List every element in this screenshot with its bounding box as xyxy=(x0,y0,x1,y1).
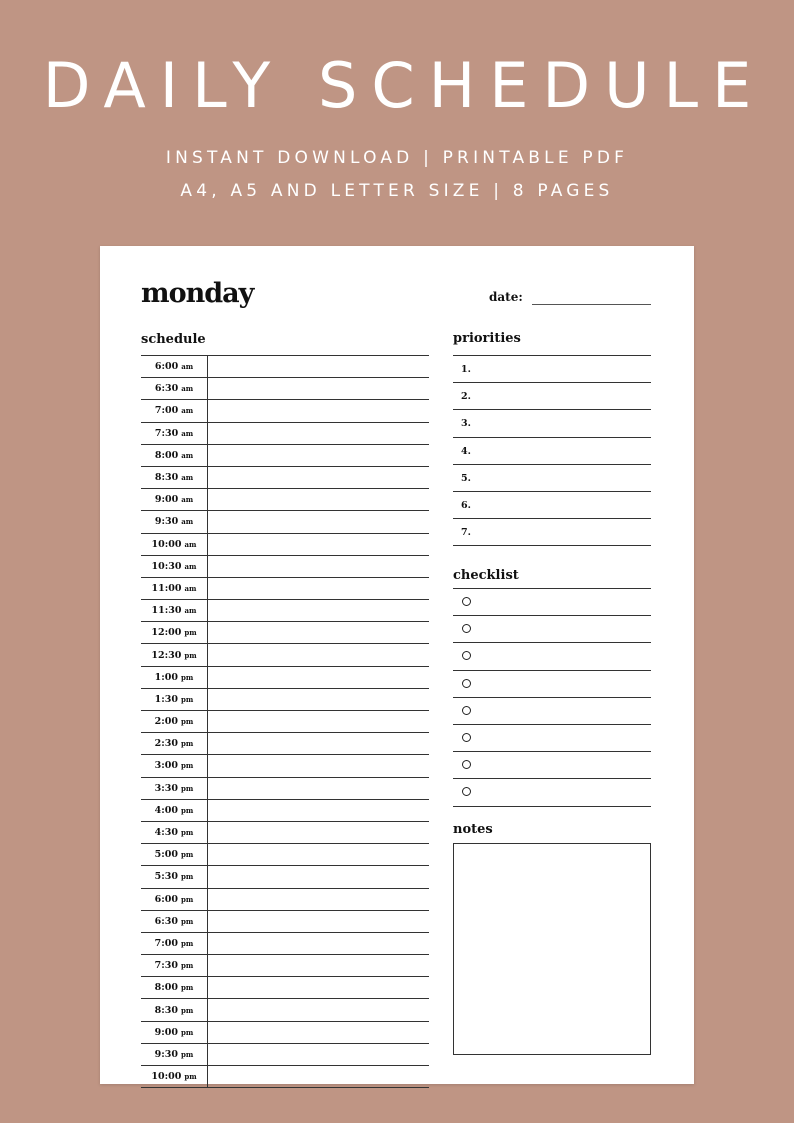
priority-number: 4. xyxy=(461,445,471,457)
priority-row[interactable] xyxy=(453,438,651,465)
time-label xyxy=(141,844,208,865)
time-value: 11:30 xyxy=(151,605,182,617)
schedule-row xyxy=(141,578,429,600)
schedule-slot[interactable] xyxy=(208,423,429,444)
schedule-row xyxy=(141,600,429,622)
priority-row[interactable] xyxy=(453,355,651,383)
time-value: 10:30 xyxy=(151,560,182,572)
time-value: 2:00 xyxy=(154,716,179,728)
schedule-row xyxy=(141,355,429,378)
schedule-row xyxy=(141,999,429,1021)
time-value: 1:30 xyxy=(154,693,179,705)
priority-number: 1. xyxy=(461,364,471,375)
time-period: am xyxy=(184,561,197,571)
time-label xyxy=(141,445,208,466)
schedule-slot[interactable] xyxy=(208,933,429,954)
time-value: 8:30 xyxy=(154,1004,179,1016)
time-period: am xyxy=(181,428,194,438)
time-value: 6:00 xyxy=(154,893,179,905)
time-period: pm xyxy=(181,850,194,860)
schedule-slot[interactable] xyxy=(208,1022,429,1043)
time-label xyxy=(141,822,208,843)
time-label xyxy=(141,644,208,665)
schedule-row xyxy=(141,1022,429,1044)
schedule-row xyxy=(141,667,429,689)
time-label xyxy=(141,977,208,998)
time-value: 3:30 xyxy=(154,782,179,794)
priority-row[interactable] xyxy=(453,465,651,492)
time-period: pm xyxy=(181,1027,194,1037)
time-period: am xyxy=(181,450,194,460)
time-label xyxy=(141,999,208,1020)
schedule-slot[interactable] xyxy=(208,600,429,621)
schedule-row xyxy=(141,400,429,422)
schedule-slot[interactable] xyxy=(208,866,429,887)
time-label xyxy=(141,711,208,732)
date-label: date: xyxy=(489,290,523,304)
time-label xyxy=(141,1044,208,1065)
time-label xyxy=(141,378,208,399)
time-value: 10:00 xyxy=(151,538,182,550)
time-value: 9:30 xyxy=(154,516,179,528)
schedule-slot[interactable] xyxy=(208,534,429,555)
time-period: pm xyxy=(181,783,194,793)
time-value: 9:00 xyxy=(154,494,179,506)
time-value: 7:00 xyxy=(154,937,179,949)
time-label xyxy=(141,955,208,976)
time-value: 8:00 xyxy=(154,449,179,461)
time-label xyxy=(141,511,208,532)
time-period: pm xyxy=(181,828,194,838)
schedule-slot[interactable] xyxy=(208,556,429,577)
banner-title: DAILY SCHEDULE xyxy=(42,49,766,122)
time-label xyxy=(141,778,208,799)
checklist-row[interactable] xyxy=(453,698,651,725)
time-value: 6:00 xyxy=(154,361,179,373)
time-period: pm xyxy=(181,961,194,971)
schedule-slot[interactable] xyxy=(208,378,429,399)
checklist xyxy=(453,588,651,807)
notes-box[interactable] xyxy=(453,843,651,1055)
time-value: 7:30 xyxy=(154,427,179,439)
time-value: 5:30 xyxy=(154,871,179,883)
time-period: am xyxy=(184,539,197,549)
schedule-heading: schedule xyxy=(141,332,206,347)
schedule-row xyxy=(141,778,429,800)
time-period: pm xyxy=(181,672,194,682)
time-period: am xyxy=(181,384,194,394)
schedule-slot[interactable] xyxy=(208,467,429,488)
schedule-row xyxy=(141,622,429,644)
schedule-row xyxy=(141,977,429,999)
time-value: 8:00 xyxy=(154,982,179,994)
checklist-row[interactable] xyxy=(453,752,651,779)
time-period: pm xyxy=(181,1005,194,1015)
checklist-heading: checklist xyxy=(453,568,519,583)
schedule-row xyxy=(141,955,429,977)
time-period: am xyxy=(184,583,197,593)
priority-number: 6. xyxy=(461,499,471,511)
time-label xyxy=(141,400,208,421)
schedule-row xyxy=(141,378,429,400)
time-label xyxy=(141,1022,208,1043)
schedule-row xyxy=(141,711,429,733)
schedule-slot[interactable] xyxy=(208,1066,429,1087)
priority-number: 2. xyxy=(461,391,471,403)
schedule-slot[interactable] xyxy=(208,844,429,865)
checkbox-circle-icon[interactable] xyxy=(462,679,471,688)
time-value: 12:00 xyxy=(151,627,182,639)
time-label xyxy=(141,534,208,555)
checkbox-circle-icon[interactable] xyxy=(462,787,471,796)
time-value: 9:30 xyxy=(154,1048,179,1060)
time-period: pm xyxy=(181,916,194,926)
time-period: pm xyxy=(181,872,194,882)
checklist-row[interactable] xyxy=(453,643,651,670)
time-period: pm xyxy=(181,761,194,771)
schedule-row xyxy=(141,467,429,489)
time-label xyxy=(141,489,208,510)
time-period: pm xyxy=(184,628,197,638)
notes-heading: notes xyxy=(453,822,493,837)
priority-row[interactable] xyxy=(453,492,651,519)
schedule-slot[interactable] xyxy=(208,999,429,1020)
time-label xyxy=(141,933,208,954)
schedule-slot[interactable] xyxy=(208,755,429,776)
time-label xyxy=(141,889,208,910)
time-period: pm xyxy=(184,1072,197,1082)
checkbox-circle-icon[interactable] xyxy=(462,624,471,633)
banner-subtitle-download: INSTANT DOWNLOAD | PRINTABLE PDF xyxy=(165,148,629,168)
date-field-line[interactable] xyxy=(532,304,651,305)
time-period: am xyxy=(181,362,194,372)
time-period: pm xyxy=(181,694,194,704)
banner-subtitle-sizes: A4, A5 AND LETTER SIZE | 8 PAGES xyxy=(180,181,614,201)
time-period: am xyxy=(184,606,197,616)
time-value: 4:30 xyxy=(154,827,179,839)
priority-row[interactable] xyxy=(453,519,651,546)
schedule-slot[interactable] xyxy=(208,622,429,643)
checklist-row[interactable] xyxy=(453,779,651,806)
time-period: pm xyxy=(181,739,194,749)
checklist-row[interactable] xyxy=(453,588,651,616)
time-value: 6:30 xyxy=(154,383,179,395)
schedule-slot[interactable] xyxy=(208,644,429,665)
time-value: 1:00 xyxy=(154,671,179,683)
schedule-row xyxy=(141,911,429,933)
schedule-slot[interactable] xyxy=(208,445,429,466)
day-title: monday xyxy=(141,278,254,309)
time-value: 5:00 xyxy=(154,849,179,861)
time-label xyxy=(141,600,208,621)
schedule-row xyxy=(141,489,429,511)
time-period: am xyxy=(181,473,194,483)
checkbox-circle-icon[interactable] xyxy=(462,733,471,742)
time-label xyxy=(141,800,208,821)
schedule-slot[interactable] xyxy=(208,955,429,976)
time-label xyxy=(141,689,208,710)
priorities-heading: priorities xyxy=(453,331,521,346)
schedule-row xyxy=(141,866,429,888)
priority-number: 3. xyxy=(461,418,471,430)
checklist-row[interactable] xyxy=(453,725,651,752)
schedule-slot[interactable] xyxy=(208,711,429,732)
schedule-row xyxy=(141,889,429,911)
schedule-row xyxy=(141,1044,429,1066)
time-label xyxy=(141,911,208,932)
time-label xyxy=(141,755,208,776)
time-label xyxy=(141,733,208,754)
schedule-row xyxy=(141,1066,429,1088)
schedule-row xyxy=(141,689,429,711)
time-label xyxy=(141,556,208,577)
checklist-row[interactable] xyxy=(453,616,651,643)
time-period: am xyxy=(181,406,194,416)
time-label xyxy=(141,578,208,599)
schedule-slot[interactable] xyxy=(208,822,429,843)
time-period: pm xyxy=(181,938,194,948)
time-label xyxy=(141,667,208,688)
schedule-table xyxy=(141,355,429,1088)
schedule-row xyxy=(141,800,429,822)
time-label xyxy=(141,423,208,444)
time-period: pm xyxy=(184,650,197,660)
schedule-slot[interactable] xyxy=(208,400,429,421)
time-period: pm xyxy=(181,894,194,904)
schedule-row xyxy=(141,755,429,777)
schedule-slot[interactable] xyxy=(208,1044,429,1065)
time-label xyxy=(141,467,208,488)
schedule-row xyxy=(141,644,429,666)
schedule-row xyxy=(141,844,429,866)
time-value: 10:00 xyxy=(151,1071,182,1083)
schedule-row xyxy=(141,423,429,445)
checkbox-circle-icon[interactable] xyxy=(462,760,471,769)
time-value: 2:30 xyxy=(154,738,179,750)
schedule-slot[interactable] xyxy=(208,733,429,754)
schedule-row xyxy=(141,822,429,844)
priority-number: 5. xyxy=(461,472,471,484)
schedule-slot[interactable] xyxy=(208,356,429,377)
time-label xyxy=(141,356,208,377)
time-period: pm xyxy=(181,805,194,815)
schedule-slot[interactable] xyxy=(208,667,429,688)
time-period: am xyxy=(181,495,194,505)
priorities-list xyxy=(453,355,651,546)
time-value: 7:00 xyxy=(154,405,179,417)
time-value: 11:00 xyxy=(151,582,182,594)
checkbox-circle-icon[interactable] xyxy=(462,651,471,660)
schedule-row xyxy=(141,511,429,533)
time-value: 3:00 xyxy=(154,760,179,772)
time-period: am xyxy=(181,517,194,527)
time-value: 8:30 xyxy=(154,472,179,484)
time-value: 6:30 xyxy=(154,915,179,927)
schedule-slot[interactable] xyxy=(208,489,429,510)
schedule-slot[interactable] xyxy=(208,511,429,532)
priority-number: 7. xyxy=(461,527,471,539)
schedule-row xyxy=(141,556,429,578)
time-period: pm xyxy=(181,983,194,993)
time-period: pm xyxy=(181,1049,194,1059)
priority-row[interactable] xyxy=(453,410,651,437)
schedule-slot[interactable] xyxy=(208,800,429,821)
time-label xyxy=(141,1066,208,1087)
checkbox-circle-icon[interactable] xyxy=(462,706,471,715)
time-value: 7:30 xyxy=(154,960,179,972)
schedule-slot[interactable] xyxy=(208,977,429,998)
time-value: 4:00 xyxy=(154,804,179,816)
time-value: 9:00 xyxy=(154,1026,179,1038)
schedule-slot[interactable] xyxy=(208,889,429,910)
priority-row[interactable] xyxy=(453,383,651,410)
schedule-row xyxy=(141,933,429,955)
checkbox-circle-icon[interactable] xyxy=(462,597,471,606)
schedule-slot[interactable] xyxy=(208,911,429,932)
time-label xyxy=(141,622,208,643)
time-label xyxy=(141,866,208,887)
schedule-slot[interactable] xyxy=(208,689,429,710)
schedule-row xyxy=(141,534,429,556)
planner-sheet xyxy=(100,246,694,1084)
time-period: pm xyxy=(181,717,194,727)
schedule-row xyxy=(141,733,429,755)
time-value: 12:30 xyxy=(151,649,182,661)
schedule-slot[interactable] xyxy=(208,578,429,599)
schedule-row xyxy=(141,445,429,467)
checklist-row[interactable] xyxy=(453,671,651,698)
schedule-slot[interactable] xyxy=(208,778,429,799)
